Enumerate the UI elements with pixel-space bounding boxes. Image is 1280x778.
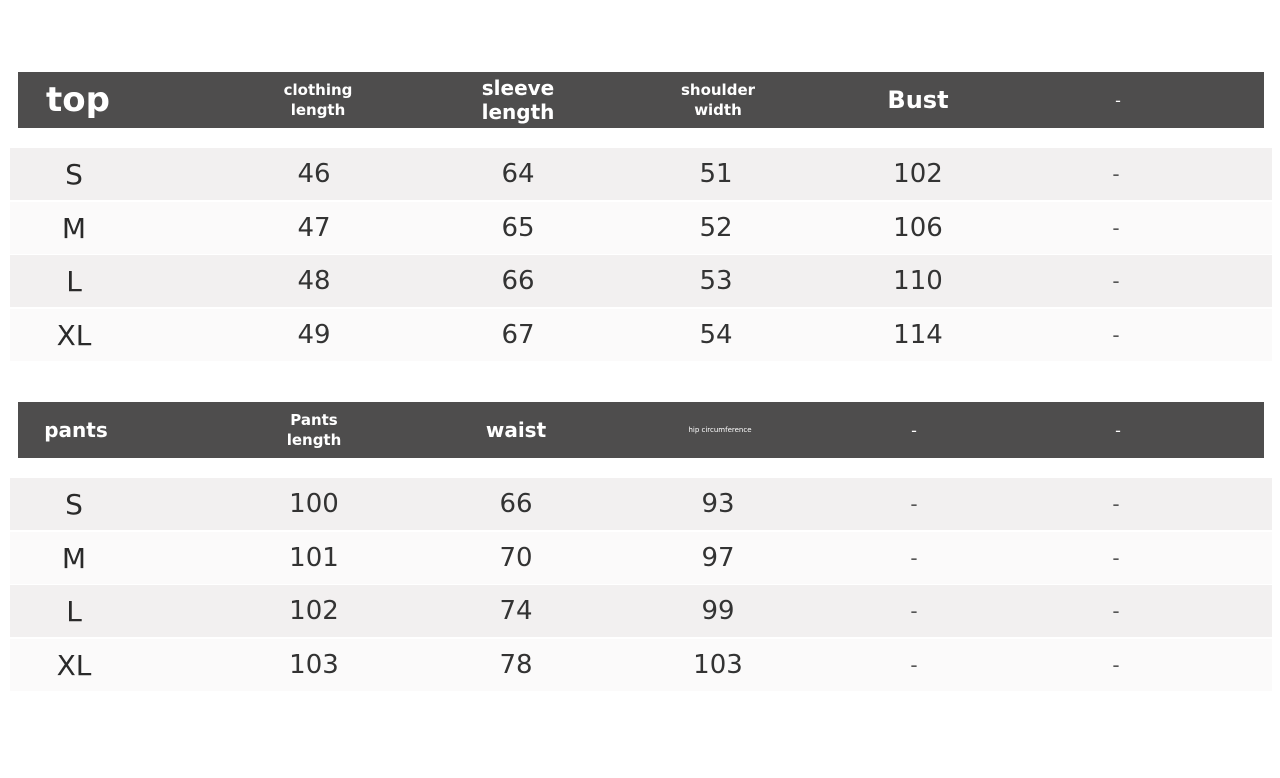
extra-value: - [1112, 269, 1120, 293]
hip-circumference-value: 103 [693, 650, 743, 680]
header-bust: Bust [887, 86, 949, 114]
size-label: M [61, 541, 87, 575]
table-row [10, 148, 1272, 200]
extra-value: - [1112, 492, 1120, 516]
shoulder-width-value: 51 [699, 159, 733, 189]
size-label: XL [56, 318, 92, 352]
pants-length-value: 101 [289, 543, 339, 573]
hip-circumference-value: 97 [701, 543, 735, 573]
header-pants-length: Pants length [286, 411, 342, 449]
waist-value: 78 [499, 650, 533, 680]
table-row [10, 478, 1272, 530]
table-row [10, 309, 1272, 361]
header-sleeve-length: sleeve length [481, 76, 555, 124]
sleeve-length-value: 65 [501, 213, 535, 243]
extra-value: - [1112, 216, 1120, 240]
shoulder-width-value: 52 [699, 213, 733, 243]
size-label: L [66, 594, 82, 628]
extra-value: - [1112, 162, 1120, 186]
header-dash: - [1115, 90, 1121, 110]
header-dash: - [911, 420, 917, 440]
table-row [10, 202, 1272, 254]
pants-length-value: 103 [289, 650, 339, 680]
top-table-header [18, 72, 1264, 128]
table-row [10, 585, 1272, 637]
header-dash: - [1115, 420, 1121, 440]
extra-value: - [1112, 599, 1120, 623]
table-row [10, 639, 1272, 691]
bust-value: 114 [893, 320, 943, 350]
header-pants: pants [44, 418, 108, 442]
waist-value: 74 [499, 596, 533, 626]
clothing-length-value: 49 [297, 320, 331, 350]
extra-value: - [910, 546, 918, 570]
bust-value: 102 [893, 159, 943, 189]
extra-value: - [1112, 323, 1120, 347]
clothing-length-value: 46 [297, 159, 331, 189]
shoulder-width-value: 54 [699, 320, 733, 350]
bust-value: 110 [893, 266, 943, 296]
waist-value: 66 [499, 489, 533, 519]
sleeve-length-value: 64 [501, 159, 535, 189]
extra-value: - [1112, 546, 1120, 570]
extra-value: - [910, 599, 918, 623]
pants-length-value: 102 [289, 596, 339, 626]
pants-length-value: 100 [289, 489, 339, 519]
clothing-length-value: 48 [297, 266, 331, 296]
size-label: XL [56, 648, 92, 682]
shoulder-width-value: 53 [699, 266, 733, 296]
hip-circumference-value: 93 [701, 489, 735, 519]
pants-table-header [18, 402, 1264, 458]
clothing-length-value: 47 [297, 213, 331, 243]
size-label: S [65, 487, 83, 521]
header-top: top [46, 80, 110, 120]
size-label: L [66, 264, 82, 298]
extra-value: - [1112, 653, 1120, 677]
hip-circumference-value: 99 [701, 596, 735, 626]
header-clothing-length: clothing length [283, 81, 353, 119]
extra-value: - [910, 653, 918, 677]
header-waist: waist [485, 418, 547, 442]
bust-value: 106 [893, 213, 943, 243]
sleeve-length-value: 66 [501, 266, 535, 296]
size-label: M [61, 211, 87, 245]
header-hip-circumference: hip circumference [688, 426, 752, 434]
table-row [10, 532, 1272, 584]
header-shoulder-width: shoulder width [680, 81, 756, 119]
extra-value: - [910, 492, 918, 516]
waist-value: 70 [499, 543, 533, 573]
table-row [10, 255, 1272, 307]
sleeve-length-value: 67 [501, 320, 535, 350]
size-label: S [65, 157, 83, 191]
